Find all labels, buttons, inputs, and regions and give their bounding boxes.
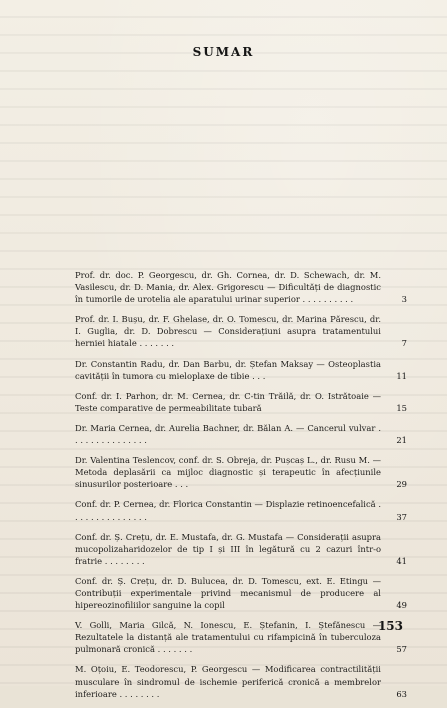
toc-entry <box>75 454 407 490</box>
toc-entry-text: Prof. dr. I. Bușu, dr. F. Ghelase, dr. O. Tomescu, dr. Marina Părescu, dr. I. Guglia, dr. D. Dobrescu — Considerațiuni asupra tratamentului herniei hiatale . . . . . . . <box>75 314 381 349</box>
toc-entry-text: M. Oțoiu, E. Teodorescu, P. Georgescu — Modificarea contractilității musculare în sindromul de ischemie periferică cronică a membrelor inferioare . . . . . . . . <box>75 664 381 699</box>
toc-entry-text: Dr. Constantin Radu, dr. Dan Barbu, dr. Ștefan Maksay — Osteoplastia cavității în tumora cu mieloplaxe de tibie . . . <box>75 358 381 381</box>
toc-entry-page: 41 <box>396 555 407 566</box>
toc-entry-text: V. Golli, Maria Gilcă, N. Ionescu, E. Ștefanin, I. Ștefănescu — Rezultatele la distanță ale tratamentului cu rifampicină în tuberculoza pulmonară cronică . . . . . . . <box>75 620 381 655</box>
toc-entry <box>75 663 407 699</box>
toc-entry-page: 21 <box>396 435 407 446</box>
toc-entry-page: 3 <box>401 294 407 305</box>
toc-entry-page: 29 <box>396 479 407 490</box>
table-of-contents <box>75 269 407 708</box>
toc-entry <box>75 358 407 382</box>
toc-entry-page: 63 <box>396 688 407 699</box>
toc-entry-text: Conf. dr. Ș. Crețu, dr. D. Bulucea, dr. D. Tomescu, ext. E. Etingu — Contribuții experimentale privind mecanismul de producere al hipereozinofiliilor sanguine la copil <box>75 575 381 611</box>
toc-entry <box>75 619 407 655</box>
toc-entry-text: Dr. Maria Cernea, dr. Aurelia Bachner, dr. Bălan A. — Cancerul vulvar . . . . . . . . . . . . . . . <box>75 422 381 446</box>
toc-entry-page: 11 <box>396 370 407 381</box>
toc-entry <box>75 531 407 567</box>
toc-entry <box>75 498 407 522</box>
toc-entry-text: Conf. dr. Ș. Crețu, dr. E. Mustafa, dr. G. Mustafa — Considerații asupra mucopolizaharidozelor de tip I și III în legătură cu 2 cazuri într-o fratrie . . . . . . . . <box>75 531 381 566</box>
toc-entry <box>75 313 407 349</box>
toc-entry-page: 7 <box>401 338 407 349</box>
toc-entry <box>75 575 407 611</box>
toc-entry-text: Prof. dr. doc. P. Georgescu, dr. Gh. Cornea, dr. D. Schewach, dr. M. Vasilescu, dr. D. Mania, dr. Alex. Grigorescu — Dificultăți de diagnostic în tumorile de urotelia ale aparatului urinar superior . . . . . . . . . . <box>75 270 381 305</box>
toc-entry <box>75 269 407 305</box>
document-title: SUMAR <box>192 45 255 59</box>
toc-entry-page: 37 <box>396 511 407 522</box>
toc-entry-text: Dr. Valentina Teslencov, conf. dr. S. Obreja, dr. Pușcaș L., dr. Rusu M. — Metoda deplasării ca mijloc diagnostic și terapeutic în afecțiunile sinusurilor posterioare . . . <box>75 455 381 490</box>
page-number: 153 <box>377 619 403 633</box>
toc-entry <box>75 390 407 414</box>
toc-entry <box>75 422 407 446</box>
toc-entry-text: Conf. dr. I. Parhon, dr. M. Cernea, dr. C-tin Trăilă, dr. O. Istrătoaie — Teste comparative de permeabilitate tubară <box>75 390 381 413</box>
toc-entry-text: Conf. dr. P. Cernea, dr. Florica Constantin — Displazie retinoencefalică . . . . . . . . . . . . . . . <box>75 499 381 522</box>
toc-entry-page: 15 <box>396 402 407 413</box>
toc-entry-page: 49 <box>396 600 407 611</box>
toc-entry-page: 57 <box>396 644 407 655</box>
